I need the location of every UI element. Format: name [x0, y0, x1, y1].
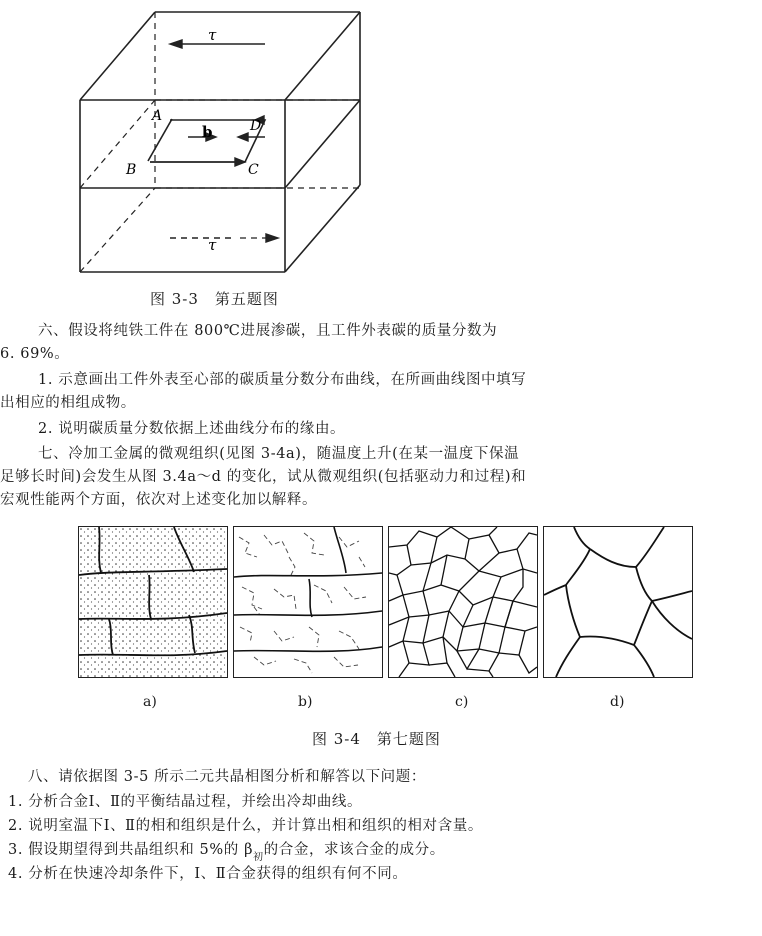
q7-line-2: 足够长时间)会发生从图 3.4a～d 的变化，试从微观组织(包括驱动力和过程)和	[0, 469, 527, 485]
q8-item-1: 1. 分析合金Ⅰ、Ⅱ的平衡结晶过程，并绘出冷却曲线。	[8, 794, 363, 810]
q6-line-1: 六、假设将纯铁工件在 800℃进展渗碳，且工件外表碳的质量分数为	[38, 323, 498, 339]
microstructure-panel-b	[233, 526, 383, 678]
figure-3-3-caption: 图 3-3 第五题图	[150, 290, 279, 308]
microstructure-panel-c	[388, 526, 538, 678]
figure-3-3-diagram	[60, 0, 380, 280]
q8-line-1: 八、请依据图 3-5 所示二元共晶相图分析和解答以下问题：	[28, 769, 426, 785]
burgers-vector-label: b	[202, 123, 213, 141]
q7-line-1: 七、冷加工金属的微观组织(见图 3-4a)，随温度上升(在某一温度下保温	[38, 446, 520, 462]
point-d-label: D	[250, 118, 262, 134]
tau-top-label: τ	[208, 26, 217, 44]
panel-c-label: c)	[455, 694, 469, 710]
q6-line-2: 6. 69%。	[0, 346, 70, 362]
figure-3-4-caption: 图 3-4 第七题图	[312, 730, 441, 748]
q8-item-3-text-post: 的合金，求该合金的成分。	[263, 842, 445, 858]
microstructure-panel-d	[543, 526, 693, 678]
point-c-label: C	[248, 162, 259, 178]
q8-item-3-text-pre: 3. 假设期望得到共晶组织和 5%的 β	[8, 842, 254, 858]
q8-item-3-subscript: 初	[253, 852, 264, 863]
point-b-label: B	[126, 162, 137, 178]
panel-d-label: d)	[610, 694, 625, 710]
q8-item-2: 2. 说明室温下Ⅰ、Ⅱ的相和组织是什么，并计算出相和组织的相对含量。	[8, 818, 483, 834]
tau-bottom-label: τ	[208, 236, 217, 254]
q6-item-1-line-1: 1. 示意画出工件外表至心部的碳质量分数分布曲线，在所画曲线图中填写	[38, 372, 527, 388]
panel-a-label: a)	[143, 694, 157, 710]
point-a-label: A	[152, 108, 163, 124]
q8-item-4: 4. 分析在快速冷却条件下，Ⅰ、Ⅱ合金获得的组织有何不同。	[8, 866, 408, 882]
q8-item-3	[8, 838, 445, 863]
q7-line-3: 宏观性能两个方面，依次对上述变化加以解释。	[0, 492, 318, 508]
q6-item-2: 2. 说明碳质量分数依据上述曲线分布的缘由。	[38, 421, 346, 437]
panel-b-label: b)	[298, 694, 313, 710]
microstructure-panel-a	[78, 526, 228, 678]
q6-item-1-line-2: 出相应的相组成物。	[0, 395, 136, 411]
